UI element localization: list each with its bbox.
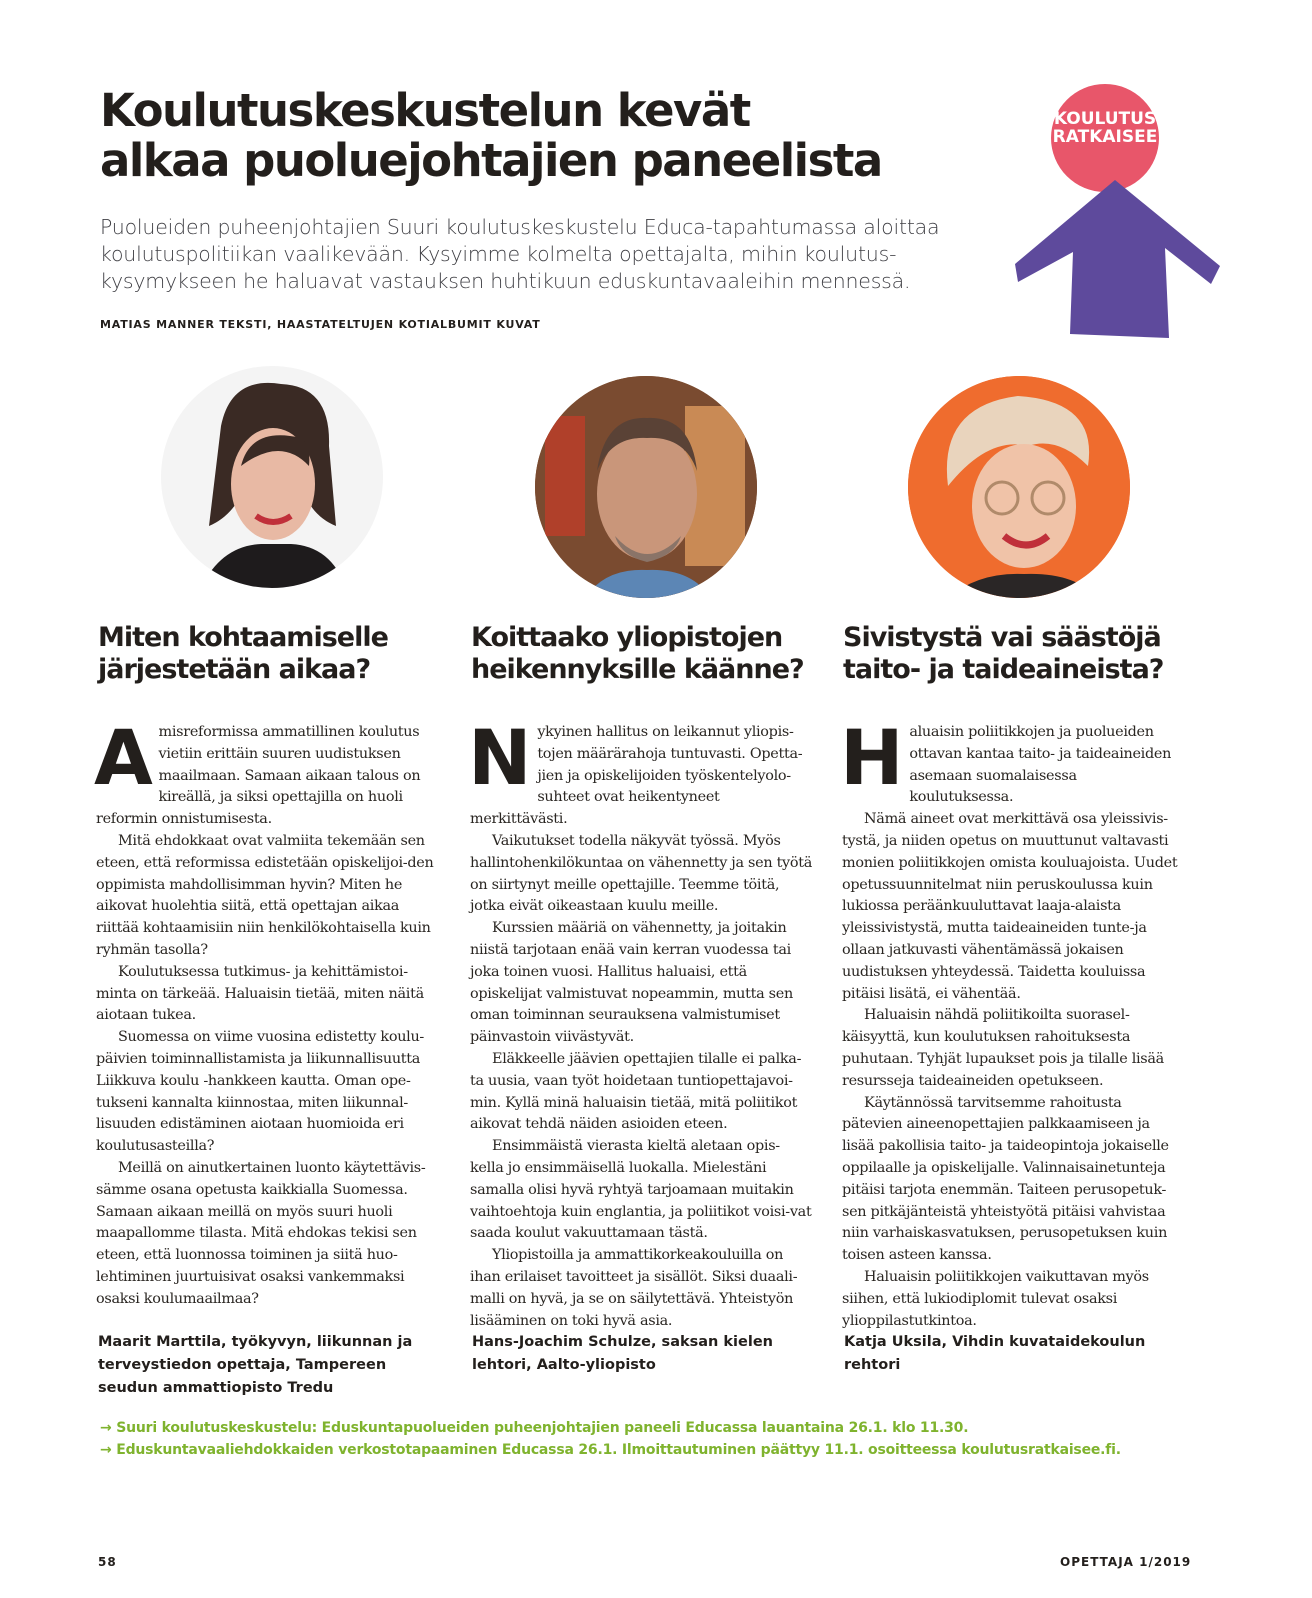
column-2-title: Koittaako yliopistojen heikennyksille käänne? [471, 622, 804, 685]
article-lead: Puolueiden puheenjohtajien Suuri koulutuskeskustelu Educa-tapahtumassa aloittaa koulutuspolitiikan vaalikevään. Kysyimme kolmelta opettajalta, mihin koulutus-kysymykseen he haluavat vastauksen huhtikuun eduskuntavaaleihin mennessä. [100, 215, 940, 293]
portrait-katja-uksila [908, 376, 1130, 598]
portrait-hans-joachim-schulze [535, 376, 757, 598]
paragraph: Nykyinen hallitus on leikannut yliopis-tojen määrärahoja tuntuvasti. Opetta-jien ja opiskelijoiden työskentelyolo-suhteet ovat heikentyneet merkittävästi. [468, 713, 803, 828]
paragraph: Suomessa on viime vuosina edistetty koulu-päivien toiminnallistamista ja liikunnallisuutta Liikkuva koulu -hankkeen kautta. Oman ope-tukseni kannalta kiinnostaa, miten liikunnal-lisuuden edistäminen aiotaan huomioida eri koulutusasteilla? [96, 1029, 424, 1155]
paragraph: Yliopistoilla ja ammattikorkeakouluilla on ihan erilaiset tavoitteet ja sisällöt. Siksi duaali-malli on hyvä, ja se on säilytettävä. Yhteistyön lisääminen on toki hyvä asia. [470, 1247, 798, 1329]
byline-hans-joachim-schulze: Hans-Joachim Schulze, saksan kielen lehtori, Aalto-yliopisto [472, 1334, 773, 1373]
event-note-networking: → Eduskuntavaaliehdokkaiden verkostotapaaminen Educassa 26.1. Ilmoittautuminen päättyy 11.1. osoitteessa koulutusratkaisee.fi. [100, 1442, 1121, 1458]
paragraph: Haluaisin poliitikkojen ja puolueiden ottavan kantaa taito- ja taideaineiden asemaan suomalaisessa koulutuksessa. [840, 713, 1172, 806]
photo-credits: MATIAS MANNER TEKSTI, HAASTATELTUJEN KOTIALBUMIT KUVAT [100, 318, 541, 331]
column-2-body [468, 713, 813, 1332]
article-headline [100, 86, 920, 186]
paragraph: Meillä on ainutkertainen luonto käytettävis-sämme osana opetusta kaikkialla Suomessa. Samaan aikaan meillä on myös suuri huoli maapallomme tilasta. Mitä ehdokas tekisi sen eteen, että luonnossa toiminen ja siitä huo-lehtiminen juurtuisivat osaksi vankemmaksi osaksi koulumaailmaa? [96, 1159, 426, 1307]
paragraph: Käytännössä tarvitsemme rahoitusta pätevien aineenopettajien palkkaamiseen ja lisää pakollisia taito- ja taideopintoja jokaiselle oppilaalle ja opiskelijalle. Valinnaisainetunteja pitäisi tarjota enemmän. Taiteen perusopetuk-sen pitkäjänteistä yhteistyötä pitäisi vahvistaa niin varhaiskasvatuksen, perusopetuksen kuin toisen asteen kanssa. [842, 1094, 1169, 1264]
logo-arrow [1015, 180, 1220, 338]
column-1-title: Miten kohtaamiselle järjestetään aikaa? [98, 622, 388, 685]
paragraph: Eläkkeelle jäävien opettajien tilalle ei palka-ta uusia, vaan työt hoidetaan tuntiopettajavoi-min. Kyllä minä haluaisin tietää, mitä poliitikot aikovat tehdä näiden asioiden eteen. [470, 1050, 802, 1133]
paragraph: Nämä aineet ovat merkittävä osa yleissivis-tystä, ja niiden opetus on muuttunut valtavasti monien poliitikkojen omista kouluajoista. Uudet opetussuunnitelmat niin peruskoulussa kuin lukiossa peräänkuuluttavat laaja-alaista yleissivistystä, mutta taideaineiden tunte-ja ollaan jatkuvasti vähentämässä jokaisen uudistuksen yhteydessä. Taidetta kouluissa pitäisi lisätä, ei vähentää. [842, 811, 1178, 1002]
byline-katja-uksila: Katja Uksila, Vihdin kuvataidekoulun rehtori [844, 1334, 1146, 1373]
paragraph: Amisreformissa ammatillinen koulutus vietiin erittäin suuren uudistuksen maailmaan. Samaan aikaan talous on kireällä, ja siksi opettajilla on huoli reformin onnistumisesta. [94, 713, 421, 828]
column-1-body [94, 713, 438, 1311]
byline-maarit-marttila: Maarit Marttila, työkyvyn, liikunnan ja terveystiedon opettaja, Tampereen seudun ammattiopisto Tredu [98, 1334, 413, 1396]
paragraph: Ensimmäistä vierasta kieltä aletaan opis-kella jo ensimmäisellä luokalla. Mielestäni samalla olisi hyvä ryhtyä tarjoamaan muitakin vaihtoehtoja kuin englantia, ja poliitikot voisi-vat saada koulut vakuuttamaan tästä. [470, 1138, 812, 1242]
logo-text-line-2: RATKAISEE [1052, 127, 1158, 147]
event-note-panel: → Suuri koulutuskeskustelu: Eduskuntapuolueiden puheenjohtajien paneeli Educassa lauantaina 26.1. klo 11.30. [100, 1420, 969, 1436]
column-3-body [840, 713, 1184, 1332]
paragraph: Haluaisin nähdä poliitikoilta suorasel-käisyyttä, kun koulutuksen rahoituksesta puhutaan. Tyhjät lupaukset pois ja tilalle lisää resursseja taideaineiden opetukseen. [842, 1007, 1164, 1089]
paragraph: Vaikutukset todella näkyvät työssä. Myös hallintohenkilökuntaa on vähennetty ja sen työtä on siirtynyt meille opettajille. Teemme töitä, jotka eivät oikeastaan kuulu meille. [470, 832, 813, 915]
koulutus-ratkaisee-logo [1015, 76, 1255, 338]
dropcap: N [468, 713, 532, 802]
headline-line-2: alkaa puoluejohtajien paneelista [100, 134, 882, 187]
dropcap: H [840, 713, 904, 802]
paragraph: Koulutuksessa tutkimus- ja kehittämistoi-minta on tärkeää. Haluaisin tietää, miten näitä aiotaan tukea. [96, 963, 424, 1024]
logo-text-line-1: KOULUTUS [1053, 109, 1157, 129]
paragraph: Haluaisin poliitikkojen vaikuttavan myös siihen, että lukiodiplomit tulevat osaksi ylioppilastutkintoa. [842, 1268, 1149, 1329]
page-number: 58 [98, 1555, 117, 1569]
headline-line-1: Koulutuskeskustelun kevät [100, 84, 750, 137]
dropcap: A [94, 713, 153, 802]
publication-issue: OPETTAJA 1/2019 [1060, 1555, 1192, 1569]
paragraph: Kurssien määriä on vähennetty, ja joitakin niistä tarjotaan enää vain kerran vuodessa tai joka toinen vuosi. Hallitus haluaisi, että opiskelijat valmistuvat nopeammin, mutta sen oman toiminnan seurauksena valmistumiset päinvastoin viivästyvät. [470, 920, 793, 1046]
portrait-maarit-marttila [161, 366, 383, 588]
column-3-title: Sivistystä vai säästöjä taito- ja taideaineista? [843, 622, 1164, 685]
paragraph: Mitä ehdokkaat ovat valmiita tekemään sen eteen, että reformissa edistetään opiskelijoi-den oppimista mahdollisimman hyvin? Miten he aikovat huolehtia siitä, että opettajan aikaa riittää kohtaamisiin niin henkilökohtaisella kuin ryhmän tasolla? [96, 832, 434, 958]
